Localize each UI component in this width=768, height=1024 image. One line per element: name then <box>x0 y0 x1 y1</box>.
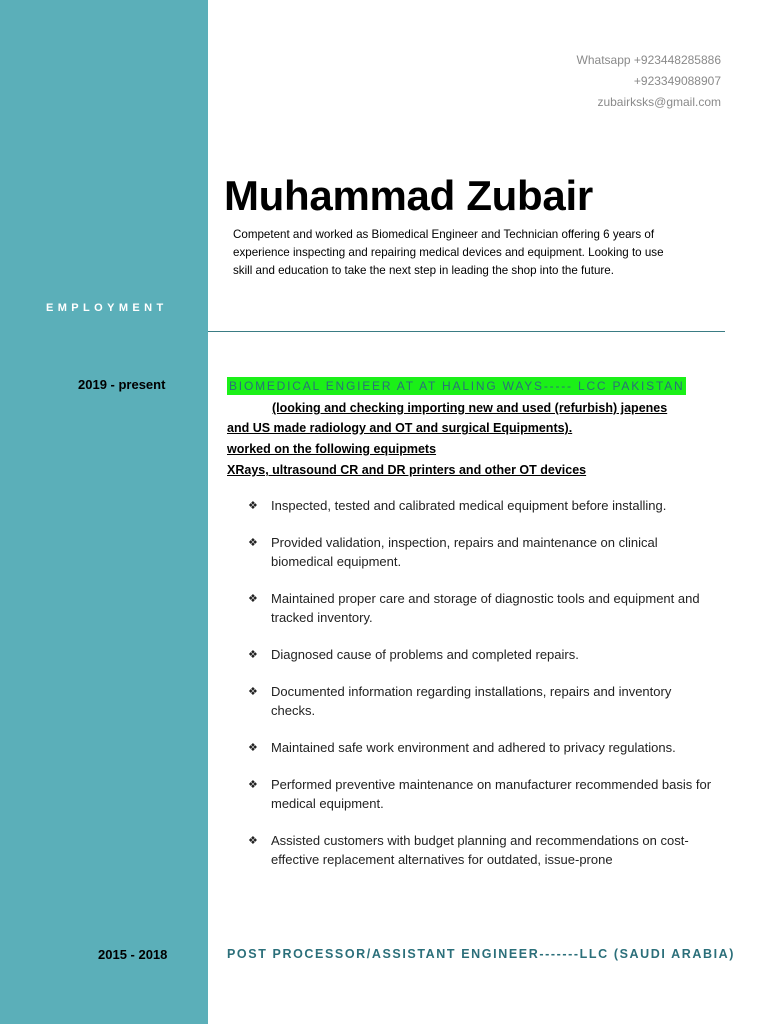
bullet-text: Diagnosed cause of problems and completed repairs. <box>271 647 579 662</box>
diamond-bullet-icon: ❖ <box>248 537 258 549</box>
bullet-text: Performed preventive maintenance on manufacturer recommended basis for medical equipment. <box>271 777 712 811</box>
diamond-bullet-icon: ❖ <box>248 742 258 754</box>
bullet-text: Maintained proper care and storage of diagnostic tools and equipment and tracked inventory. <box>271 591 700 625</box>
list-item <box>248 496 718 515</box>
profile-summary: Competent and worked as Biomedical Engineer and Technician offering 6 years of experience inspecting and repairing medical devices and equipment. Looking to use skill and education to take the next step in leading the shop into the future. <box>233 228 664 277</box>
sidebar <box>0 0 208 1024</box>
job-detail-line: (looking and checking importing new and used (refurbish) japenes <box>272 401 668 415</box>
job-detail-line: and US made radiology and OT and surgical Equipments). <box>227 421 573 435</box>
job-title: POST PROCESSOR/ASSISTANT ENGINEER-------LLC (SAUDI ARABIA) <box>227 947 736 961</box>
phone-number: +923349088907 <box>633 74 721 88</box>
diamond-bullet-icon: ❖ <box>248 500 258 512</box>
list-item <box>248 533 718 571</box>
job-date: 2015 - 2018 <box>98 947 168 962</box>
bullet-text: Assisted customers with budget planning and recommendations on cost-effective replacement alternatives for outdated, issue-prone <box>271 833 689 867</box>
list-item <box>248 682 718 720</box>
list-item <box>248 645 718 664</box>
job-detail-line: worked on the following equipmets <box>227 442 437 456</box>
job-title: BIOMEDICAL ENGIEER AT AT HALING WAYS----- LCC PAKISTAN <box>229 379 685 393</box>
candidate-name: Muhammad Zubair <box>224 172 593 219</box>
job-date: 2019 - present <box>78 377 166 392</box>
list-item <box>248 738 718 757</box>
diamond-bullet-icon: ❖ <box>248 835 258 847</box>
list-item <box>248 775 718 813</box>
diamond-bullet-icon: ❖ <box>248 779 258 791</box>
bullet-text: Maintained safe work environment and adhered to privacy regulations. <box>271 740 676 755</box>
bullet-text: Provided validation, inspection, repairs and maintenance on clinical biomedical equipment. <box>271 535 658 569</box>
list-item <box>248 589 718 627</box>
whatsapp-number: Whatsapp +923448285886 <box>576 53 721 67</box>
job-detail-line: XRays, ultrasound CR and DR printers and other OT devices <box>227 463 587 477</box>
diamond-bullet-icon: ❖ <box>248 686 258 698</box>
contact-block <box>577 50 721 113</box>
bullet-text: Inspected, tested and calibrated medical equipment before installing. <box>271 498 667 513</box>
list-item <box>248 831 718 869</box>
diamond-bullet-icon: ❖ <box>248 649 258 661</box>
section-divider <box>208 331 725 332</box>
responsibility-list <box>248 496 718 887</box>
employment-heading: EMPLOYMENT <box>46 302 168 314</box>
email-address: zubairksks@gmail.com <box>597 95 721 109</box>
diamond-bullet-icon: ❖ <box>248 593 258 605</box>
bullet-text: Documented information regarding installations, repairs and inventory checks. <box>271 684 672 718</box>
